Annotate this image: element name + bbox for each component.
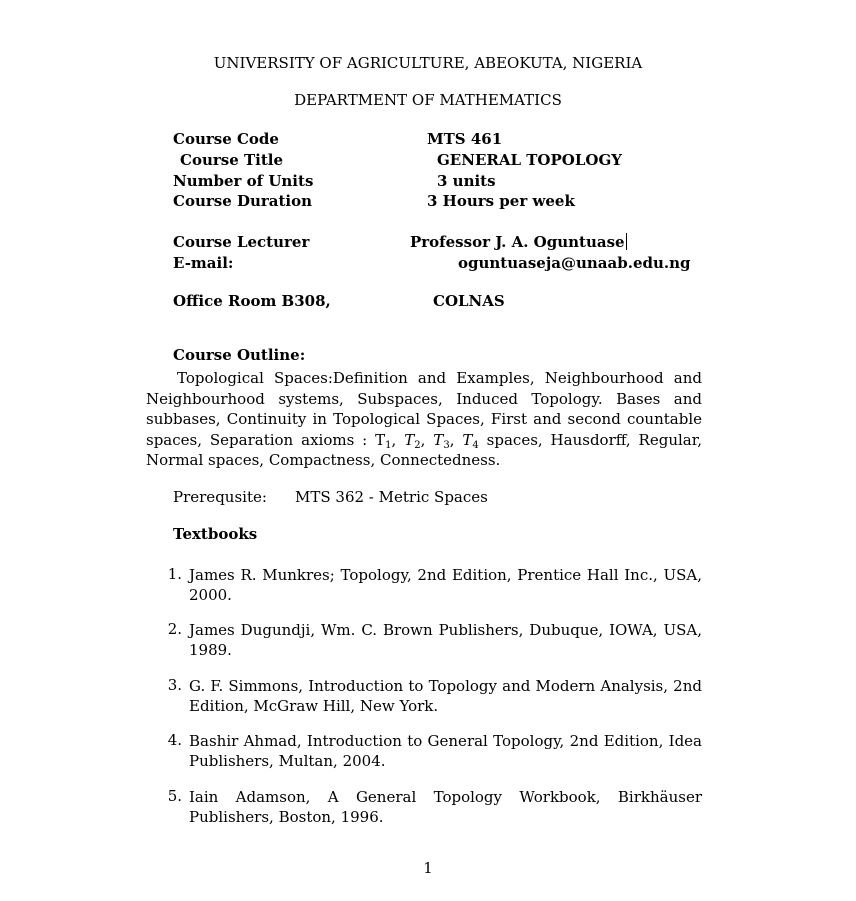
text-cursor (626, 233, 627, 250)
email-value: oguntuaseja@unaab.edu.ng (458, 254, 691, 272)
textbook-item: Iain Adamson, A General Topology Workbook, Birkhäuser Publishers, Boston, 1996. (189, 788, 702, 827)
textbook-number: 3. (167, 676, 182, 694)
duration-label: Course Duration (173, 192, 313, 210)
duration-value: 3 Hours per week (427, 192, 575, 210)
outline-text-part2: spaces, Hausdorff, Regular, Normal spaces, Compactness, Connectedness. (146, 430, 703, 470)
office-label: Office Room B308, (173, 292, 331, 310)
textbook-item: James R. Munkres; Topology, 2nd Edition, Prentice Hall Inc., USA, 2000. (189, 566, 702, 605)
textbook-item: Bashir Ahmad, Introduction to General Topology, 2nd Edition, Idea Publishers, Multan, 2004. (189, 732, 702, 771)
outline-heading: Course Outline: (173, 346, 306, 364)
units-label: Number of Units (173, 172, 314, 190)
outline-text: Topological Spaces:Definition and Examples, Neighbourhood and Neighbourhood systems, Subspaces, Induced Topology. Bases and subbases, Continuity in Topological Spaces, First and second countable spaces, Separation axioms : $T_1$, $T_2$, $T_3$, $T_4$ spaces, Hausdorff, Regular, Normal spaces, Compactness, Connectedness. (146, 369, 703, 470)
course-title-value: GENERAL TOPOLOGY (437, 151, 622, 169)
course-title-label: Course Title (180, 151, 283, 169)
lecturer-value[interactable] (410, 233, 627, 251)
textbook-item: James Dugundji, Wm. C. Brown Publishers, Dubuque, IOWA, USA, 1989. (189, 621, 702, 660)
textbook-number: 5. (167, 787, 182, 805)
outline-text-part1: Topological Spaces:Definition and Examples, Neighbourhood and Neighbourhood systems, Subspaces, Induced Topology. Bases and subbases, Continuity in Topological Spaces, First and second countable spaces, Separation axioms : (146, 369, 702, 449)
textbook-number: 2. (167, 620, 182, 638)
page-number: 1 (423, 859, 433, 877)
lecturer-name: Professor J. A. Oguntuase (410, 233, 625, 251)
email-label: E-mail: (173, 254, 234, 272)
units-value: 3 units (437, 172, 496, 190)
textbook-item: G. F. Simmons, Introduction to Topology and Modern Analysis, 2nd Edition, McGraw Hill, New York. (189, 677, 702, 716)
textbook-number: 1. (167, 565, 182, 583)
course-code-label: Course Code (173, 130, 279, 148)
prerequisite-value: MTS 362 - Metric Spaces (295, 488, 488, 506)
textbooks-heading: Textbooks (173, 525, 258, 543)
prerequisite-label: Prerequsite: (173, 488, 267, 506)
textbook-number: 4. (167, 731, 182, 749)
course-code-value: MTS 461 (427, 130, 503, 148)
office-value: COLNAS (433, 292, 505, 310)
lecturer-label: Course Lecturer (173, 233, 310, 251)
department-title: DEPARTMENT OF MATHEMATICS (294, 91, 562, 109)
university-title: UNIVERSITY OF AGRICULTURE, ABEOKUTA, NIGERIA (213, 54, 643, 72)
